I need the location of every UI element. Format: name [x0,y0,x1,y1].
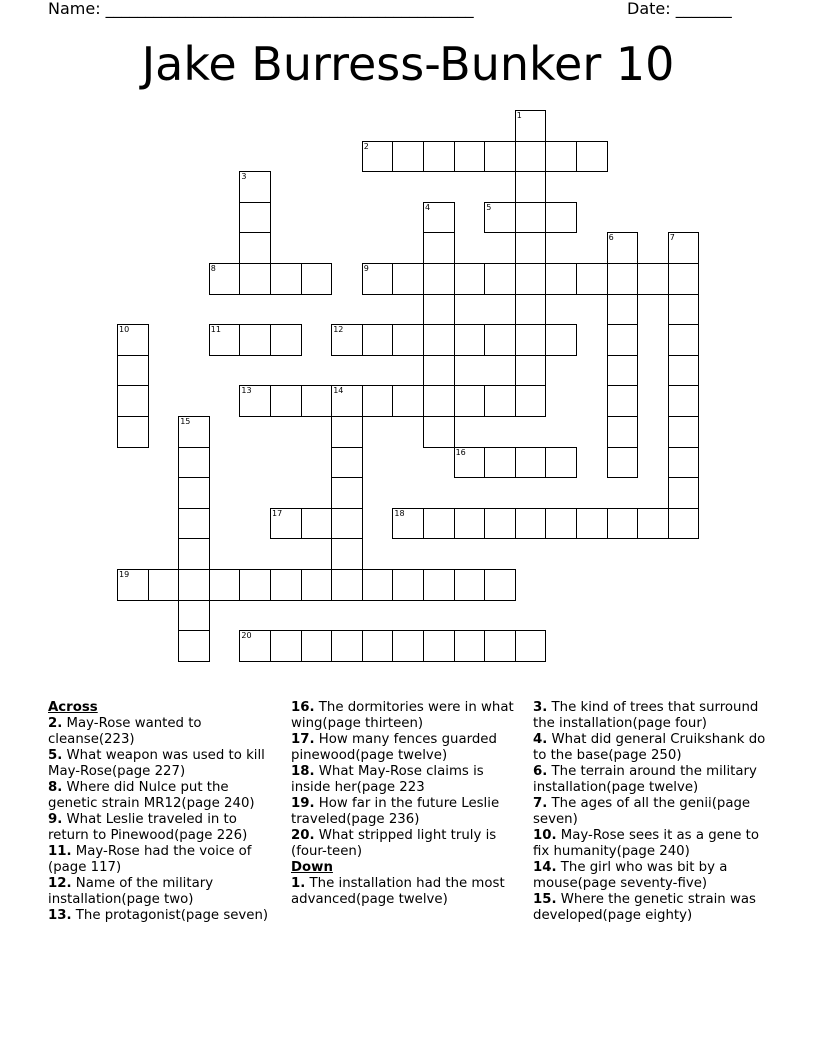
grid-cell[interactable] [148,569,180,601]
grid-cell[interactable] [178,600,210,632]
clue-number: 6 [608,233,614,243]
grid-cell[interactable] [668,447,700,479]
clue-text: The kind of trees that surround the installation(page four) [533,700,759,731]
grid-cell[interactable] [515,630,547,662]
clue-num: 11. [48,844,72,859]
grid-cell[interactable] [178,569,210,601]
grid-cell[interactable] [331,385,363,417]
grid-cell[interactable] [637,508,669,540]
clue-number: 9 [363,264,369,273]
down-clue [533,796,773,828]
clue-number: 17 [272,508,283,518]
clue-num: 5. [48,748,63,763]
grid-cell[interactable] [362,385,394,417]
grid-cell[interactable] [239,171,271,203]
clue-number: 7 [669,233,675,243]
grid-cell[interactable] [178,477,210,509]
grid-cell[interactable] [545,141,577,173]
down-clue [533,860,773,892]
grid-cell[interactable] [423,569,455,601]
clue-num: 10. [533,828,557,843]
grid-cell[interactable] [484,569,516,601]
clue-number: 12 [333,325,344,335]
grid-cell[interactable] [576,508,608,540]
grid-cell[interactable] [178,538,210,570]
clue-text: May-Rose sees it as a gene to fix humanity(page 240) [533,828,760,859]
across-clue [291,700,523,732]
clue-num: 19. [291,796,315,811]
grid-cell[interactable] [484,324,516,356]
grid-cell[interactable] [178,630,210,662]
grid-cell[interactable] [515,141,547,173]
clue-text: How far in the future Leslie traveled(page 236) [291,796,500,827]
grid-cell[interactable] [515,202,547,234]
grid-cell[interactable] [423,630,455,662]
clue-text: Where the genetic strain was developed(page eighty) [533,892,756,923]
grid-cell[interactable] [331,416,363,448]
grid-cell[interactable] [362,630,394,662]
grid-cell[interactable] [607,355,639,387]
grid-cell[interactable] [637,263,669,295]
grid-cell[interactable] [515,355,547,387]
grid-cell[interactable] [515,447,547,479]
clue-text: May-Rose wanted to cleanse(223) [48,716,202,747]
clue-number: 4 [425,202,431,212]
clue-number: 14 [333,386,344,396]
clue-number: 1 [516,111,522,120]
grid-cell[interactable] [423,232,455,264]
clue-text: The protagonist(page seven) [71,908,269,923]
grid-cell[interactable] [607,416,639,448]
down-clue [533,828,773,860]
grid-cell[interactable] [392,569,424,601]
grid-cell[interactable] [331,538,363,570]
clue-text: May-Rose had the voice of (page 117) [48,844,252,875]
down-clue-list-part-2 [533,700,773,924]
grid-cell[interactable] [607,232,639,264]
clue-number: 3 [241,172,247,182]
grid-cell[interactable] [515,294,547,326]
grid-cell[interactable] [392,263,424,295]
grid-cell[interactable] [515,324,547,356]
across-clue [48,908,280,924]
grid-cell[interactable] [239,569,271,601]
grid-cell[interactable] [576,263,608,295]
grid-cell[interactable] [545,263,577,295]
clue-number: 19 [119,570,130,579]
grid-cell[interactable] [270,630,302,662]
grid-cell[interactable] [117,416,149,448]
grid-cell[interactable] [545,324,577,356]
grid-cell[interactable] [454,324,486,356]
grid-cell[interactable] [270,385,302,417]
grid-cell[interactable] [423,263,455,295]
down-clue-list-part-1 [291,876,523,908]
clue-text: Where did Nulce put the genetic strain MR12(page 240) [48,780,255,811]
clue-num: 16. [291,700,315,715]
grid-cell[interactable] [484,508,516,540]
grid-cell[interactable] [178,508,210,540]
clue-num: 7. [533,796,548,811]
grid-cell[interactable] [423,324,455,356]
clue-text: The dormitories were in what wing(page thirteen) [291,700,514,731]
down-clue [533,892,773,924]
down-clue [533,764,773,796]
date-field-line: Date: _______ [627,0,732,18]
clue-number: 5 [486,202,492,212]
clue-text: What Leslie traveled in to return to Pinewood(page 226) [48,812,248,843]
grid-cell[interactable] [545,447,577,479]
across-clue [48,780,280,812]
down-clue [533,732,773,764]
across-clue [48,844,280,876]
clue-num: 18. [291,764,315,779]
grid-cell[interactable] [270,508,302,540]
grid-cell[interactable] [270,263,302,295]
grid-cell[interactable] [484,630,516,662]
clue-number: 2 [363,141,369,151]
grid-cell[interactable] [668,324,700,356]
grid-cell[interactable] [301,263,333,295]
across-clue [48,876,280,908]
grid-cell[interactable] [331,324,363,356]
across-clue [291,796,523,828]
grid-cell[interactable] [331,477,363,509]
grid-cell[interactable] [454,447,486,479]
grid-cell[interactable] [607,294,639,326]
grid-cell[interactable] [392,630,424,662]
grid-cell[interactable] [668,508,700,540]
clue-text: The installation had the most advanced(page twelve) [291,876,505,907]
grid-cell[interactable] [454,630,486,662]
clue-text: What did general Cruikshank do to the base(page 250) [533,732,766,763]
grid-cell[interactable] [515,385,547,417]
clue-text: The ages of all the genii(page seven) [533,796,751,827]
grid-cell[interactable] [239,202,271,234]
grid-cell[interactable] [423,355,455,387]
down-heading: Down [291,860,333,875]
grid-cell[interactable] [239,232,271,264]
clue-number: 15 [180,417,191,426]
across-clue [291,828,523,860]
grid-cell[interactable] [301,630,333,662]
grid-cell[interactable] [423,416,455,448]
grid-cell[interactable] [484,263,516,295]
grid-cell[interactable] [239,630,271,662]
grid-cell[interactable] [484,202,516,234]
grid-cell[interactable] [178,447,210,479]
grid-cell[interactable] [515,171,547,203]
grid-cell[interactable] [362,569,394,601]
grid-cell[interactable] [515,232,547,264]
grid-cell[interactable] [454,385,486,417]
grid-cell[interactable] [301,569,333,601]
clue-num: 1. [291,876,306,891]
grid-cell[interactable] [545,508,577,540]
across-clue [291,732,523,764]
grid-cell[interactable] [484,447,516,479]
grid-cell[interactable] [607,447,639,479]
clue-text: What weapon was used to kill May-Rose(page 227) [48,748,265,779]
clue-num: 9. [48,812,63,827]
grid-cell[interactable] [209,324,241,356]
grid-cell[interactable] [362,263,394,295]
clue-num: 3. [533,700,548,715]
clue-number: 11 [210,325,221,335]
grid-cell[interactable] [607,263,639,295]
across-clue [48,812,280,844]
grid-cell[interactable] [392,141,424,173]
clue-num: 13. [48,908,72,923]
grid-cell[interactable] [668,294,700,326]
grid-cell[interactable] [117,569,149,601]
grid-cell[interactable] [668,232,700,264]
clue-num: 2. [48,716,63,731]
grid-cell[interactable] [117,385,149,417]
grid-cell[interactable] [423,202,455,234]
grid-cell[interactable] [239,263,271,295]
clue-text: The terrain around the military installation(page twelve) [533,764,757,795]
clue-number: 8 [210,264,216,273]
across-clue [291,764,523,796]
clue-text: What May-Rose claims is inside her(page 223 [291,764,484,795]
grid-cell[interactable] [209,263,241,295]
grid-cell[interactable] [423,385,455,417]
clues-column-2 [291,700,523,908]
grid-cell[interactable] [545,202,577,234]
grid-cell[interactable] [362,324,394,356]
page-title: Jake Burress-Bunker 10 [141,37,675,91]
clue-num: 12. [48,876,72,891]
grid-cell[interactable] [484,385,516,417]
grid-cell[interactable] [668,263,700,295]
grid-cell[interactable] [331,447,363,479]
grid-cell[interactable] [392,508,424,540]
grid-cell[interactable] [668,355,700,387]
name-field-line: Name: ______________________________________________ [48,0,474,18]
clue-num: 4. [533,732,548,747]
clue-text: The girl who was bit by a mouse(page seventy-five) [533,860,728,891]
grid-cell[interactable] [178,416,210,448]
across-heading: Across [48,700,98,715]
clue-number: 16 [455,447,466,457]
grid-cell[interactable] [301,385,333,417]
grid-cell[interactable] [362,141,394,173]
grid-cell[interactable] [209,569,241,601]
clue-text: Name of the military installation(page two) [48,876,214,907]
clue-text: What stripped light truly is (four-teen) [291,828,497,859]
grid-cell[interactable] [576,141,608,173]
grid-cell[interactable] [454,141,486,173]
clues-column-3 [533,700,773,924]
down-clue [291,876,523,908]
across-clue-list-part-2 [291,700,523,860]
clue-text: How many fences guarded pinewood(page twelve) [291,732,497,763]
grid-cell[interactable] [454,263,486,295]
clue-number: 18 [394,508,405,518]
clue-num: 20. [291,828,315,843]
grid-cell[interactable] [331,508,363,540]
grid-cell[interactable] [607,508,639,540]
clues-column-1 [48,700,280,924]
grid-cell[interactable] [607,324,639,356]
clue-num: 17. [291,732,315,747]
grid-cell[interactable] [270,569,302,601]
clue-num: 6. [533,764,548,779]
down-clue [533,700,773,732]
grid-cell[interactable] [239,324,271,356]
grid-cell[interactable] [484,141,516,173]
grid-cell[interactable] [515,110,547,142]
grid-cell[interactable] [515,263,547,295]
grid-cell[interactable] [423,141,455,173]
grid-cell[interactable] [392,324,424,356]
grid-cell[interactable] [454,569,486,601]
grid-cell[interactable] [454,508,486,540]
grid-cell[interactable] [117,324,149,356]
across-clue-list-part-1 [48,716,280,924]
clue-num: 15. [533,892,557,907]
grid-cell[interactable] [423,294,455,326]
clue-num: 14. [533,860,557,875]
grid-cell[interactable] [668,385,700,417]
grid-cell[interactable] [515,508,547,540]
grid-cell[interactable] [607,385,639,417]
grid-cell[interactable] [392,385,424,417]
grid-cell[interactable] [423,508,455,540]
clue-number: 10 [119,325,130,335]
grid-cell[interactable] [668,477,700,509]
grid-cell[interactable] [239,385,271,417]
grid-cell[interactable] [270,324,302,356]
clue-num: 8. [48,780,63,795]
grid-cell[interactable] [668,416,700,448]
grid-cell[interactable] [301,508,333,540]
across-clue [48,716,280,748]
clue-number: 20 [241,631,252,641]
grid-cell[interactable] [117,355,149,387]
across-clue [48,748,280,780]
grid-cell[interactable] [331,630,363,662]
grid-cell[interactable] [331,569,363,601]
clue-number: 13 [241,386,252,396]
